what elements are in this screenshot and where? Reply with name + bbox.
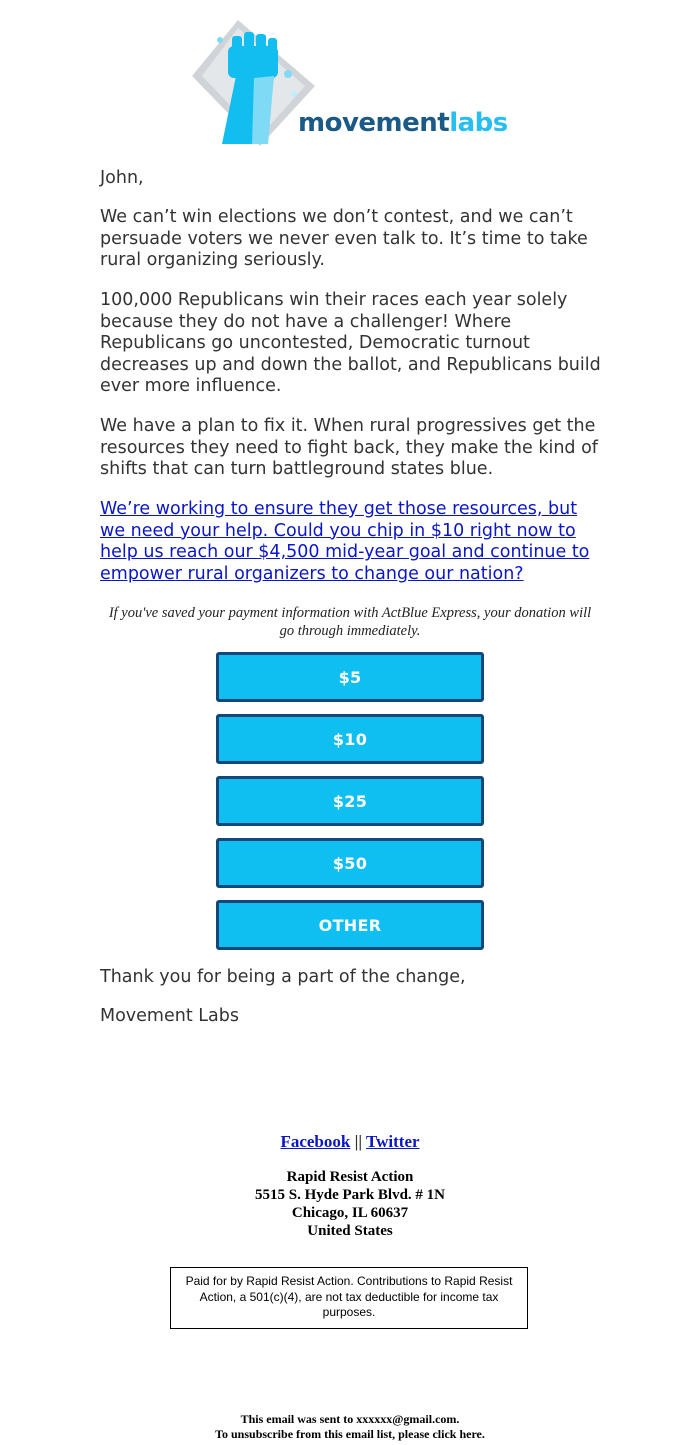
org-country: United States	[307, 1223, 393, 1239]
signature: Movement Labs	[100, 1006, 239, 1026]
org-street: 5515 S. Hyde Park Blvd. # 1N	[254, 1187, 446, 1203]
org-address	[0, 1168, 700, 1240]
paragraph-3: We have a plan to fix it. When rural progressives get the resources they need to fight back, they make the kind of shifts that can turn battleground states blue.	[100, 416, 598, 480]
email-footer-notes	[0, 1412, 700, 1442]
actblue-note: If you've saved your payment information with ActBlue Express, your donation will go through immediately.	[108, 605, 592, 639]
cta-link[interactable]: We’re working to ensure they get those resources, but we need your help. Could you chip in $10 right now to help us reach our $4,500 mid-year goal and continue to empower rural organizers to change our nation?	[100, 499, 590, 584]
logo-word-movement: movement	[298, 108, 450, 138]
paragraph-2: 100,000 Republicans win their races each year solely because they do not have a challenger! Where Republicans go uncontested, Democratic turnout decreases up and down the ballot, and Republicans build ever more influence.	[100, 290, 601, 397]
org-city: Chicago, IL 60637	[291, 1205, 409, 1221]
donate-50-button[interactable]: $50	[216, 838, 484, 888]
link-separator: ||	[354, 1132, 363, 1151]
logo-wordmark	[298, 108, 508, 138]
logo-word-labs: labs	[449, 108, 508, 138]
greeting: John,	[100, 168, 144, 188]
movementlabs-logo[interactable]	[190, 18, 510, 152]
donate-other-button[interactable]: OTHER	[216, 900, 484, 950]
unsubscribe-link[interactable]: To unsubscribe from this email list, please click here.	[215, 1427, 485, 1441]
paragraph-1: We can’t win elections we don’t contest, and we can’t persuade voters we never even talk to. It’s time to take rural organizing seriously.	[100, 207, 588, 271]
twitter-link[interactable]: Twitter	[366, 1132, 420, 1151]
legal-disclaimer: Paid for by Rapid Resist Action. Contributions to Rapid Resist Action, a 501(c)(4), are not tax deductible for income tax purposes.	[170, 1267, 528, 1329]
closing-line: Thank you for being a part of the change,	[100, 967, 466, 987]
facebook-link[interactable]: Facebook	[280, 1132, 351, 1151]
cta-paragraph	[100, 499, 605, 585]
social-links	[0, 1132, 700, 1152]
sent-to-note: This email was sent to xxxxxx@gmail.com.	[240, 1412, 460, 1426]
donate-25-button[interactable]: $25	[216, 776, 484, 826]
donate-5-button[interactable]: $5	[216, 652, 484, 702]
donate-10-button[interactable]: $10	[216, 714, 484, 764]
org-name: Rapid Resist Action	[286, 1169, 414, 1185]
